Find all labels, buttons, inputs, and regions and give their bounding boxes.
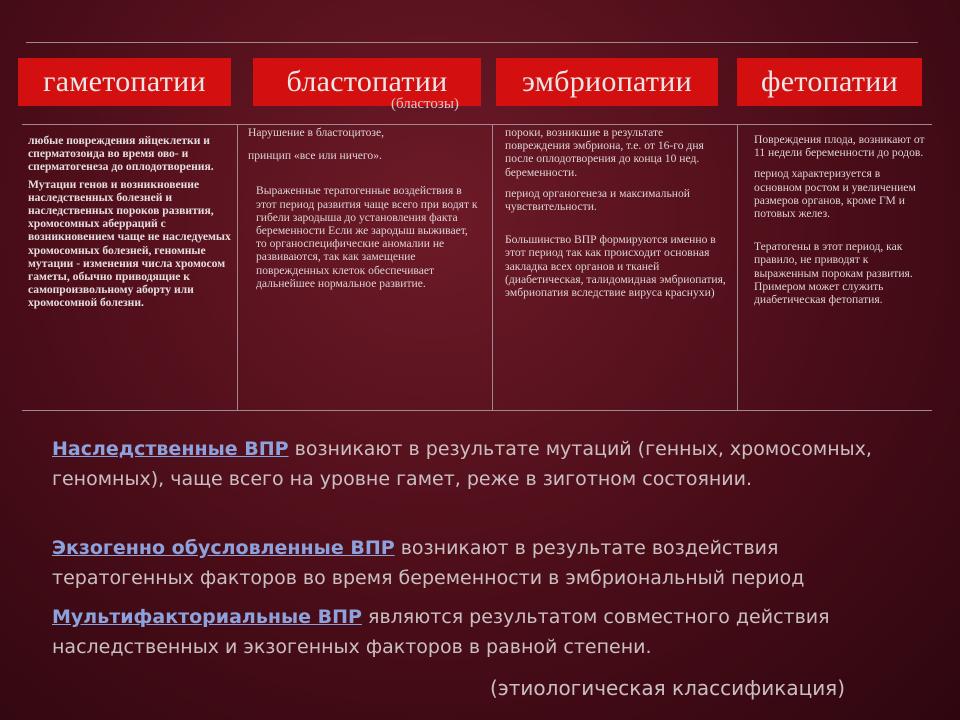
table-bottom-rule: [22, 410, 932, 411]
embryopathies-definition: пороки, возникшие в результате повреждения эмбриона, т.е. от 16-го дня после оплодотворения до конца 10 нед. беременности.: [505, 126, 704, 179]
header-embryopathies: эмбриопатии: [496, 58, 718, 106]
exogenous-paragraph: [52, 533, 912, 593]
gametopathies-definition: любые повреждения яйцеклетки и сперматозоида во время ово- и сперматогенеза до оплодотворения.: [28, 134, 214, 174]
classification-caption: (этиологическая классификация): [490, 676, 846, 700]
fetopathies-definition: Повреждения плода, возникают от 11 недели беременности до родов.: [754, 133, 925, 160]
column-divider-2: [492, 124, 493, 411]
hereditary-text: возникают в результате мутаций (генных, хромосомных, геномных), чаще всего на уровне гамет, реже в зиготном состоянии.: [52, 438, 872, 490]
fetopathies-details: Тератогены в этот период, как правило, не приводят к выраженным порокам развития. Примером может служить диабетическая фетопатия.: [754, 240, 913, 307]
gametopathies-details: Мутации генов и возникновение наследственных болезней и наследственных пороков развития, хромосомных аберраций с возникновением чаще не наследуемых хромосомных болезней, геномные мутации - изменения числа хромосом гаметы, обычно приводящие к самопроизвольному аборту или хромосомной болезни.: [28, 177, 231, 310]
header-gametopathies: гаметопатии: [18, 58, 231, 106]
exogenous-text: возникают в результате воздействия тератогенных факторов во время беременности в эмбриональный период: [52, 537, 805, 589]
embryopathies-details: Большинство ВПР формируются именно в этот период так как происходит основная закладка всех органов и тканей (диабетическая, талидомидная эмбриопатия, эмбриопатия вследствие вируса краснухи): [505, 233, 726, 300]
header-blastopathies-subtitle: (бластозы): [391, 96, 459, 112]
multifactorial-term: Мультифакториальные ВПР: [52, 606, 362, 628]
embryopathies-period: период органогенеза и максимальной чувствительности.: [505, 186, 690, 214]
column-fetopathies: [754, 133, 930, 314]
exogenous-term: Экзогенно обусловленные ВПР: [52, 537, 395, 559]
column-embryopathies: [505, 126, 727, 307]
top-rule: [26, 42, 918, 43]
header-fetopathies: фетопатии: [737, 58, 922, 106]
multifactorial-text: являются результатом совместного действия наследственных и экзогенных факторов в равной степени.: [52, 606, 830, 658]
column-blastopathies: [248, 126, 480, 298]
hereditary-paragraph: [52, 434, 912, 494]
column-divider-1: [237, 124, 238, 411]
multifactorial-paragraph: [52, 602, 912, 662]
column-divider-3: [737, 124, 738, 411]
fetopathies-period: период характеризуется в основном ростом и увеличением размеров органов, кроме ГМ и потовых желез.: [754, 167, 916, 221]
blastopathies-details: Выраженные тератогенные воздействия в этот период развития чаще всего при водят к гибели зародыша до установления факта беременности Если же зародыш выживает, то органоспецифические аномалии не развиваются, так как замещение поврежденных клеток обеспечивает дальнейшее нормальное развитие.: [256, 184, 478, 290]
hereditary-term: Наследственные ВПР: [52, 438, 289, 460]
column-gametopathies: [28, 134, 232, 318]
table-top-rule: [22, 124, 932, 125]
blastopathies-principle: принцип «все или ничего».: [248, 149, 382, 163]
blastopathies-definition: Нарушение в бластоцитозе,: [248, 126, 384, 139]
header-blastopathies: бластопатии: [253, 58, 481, 106]
